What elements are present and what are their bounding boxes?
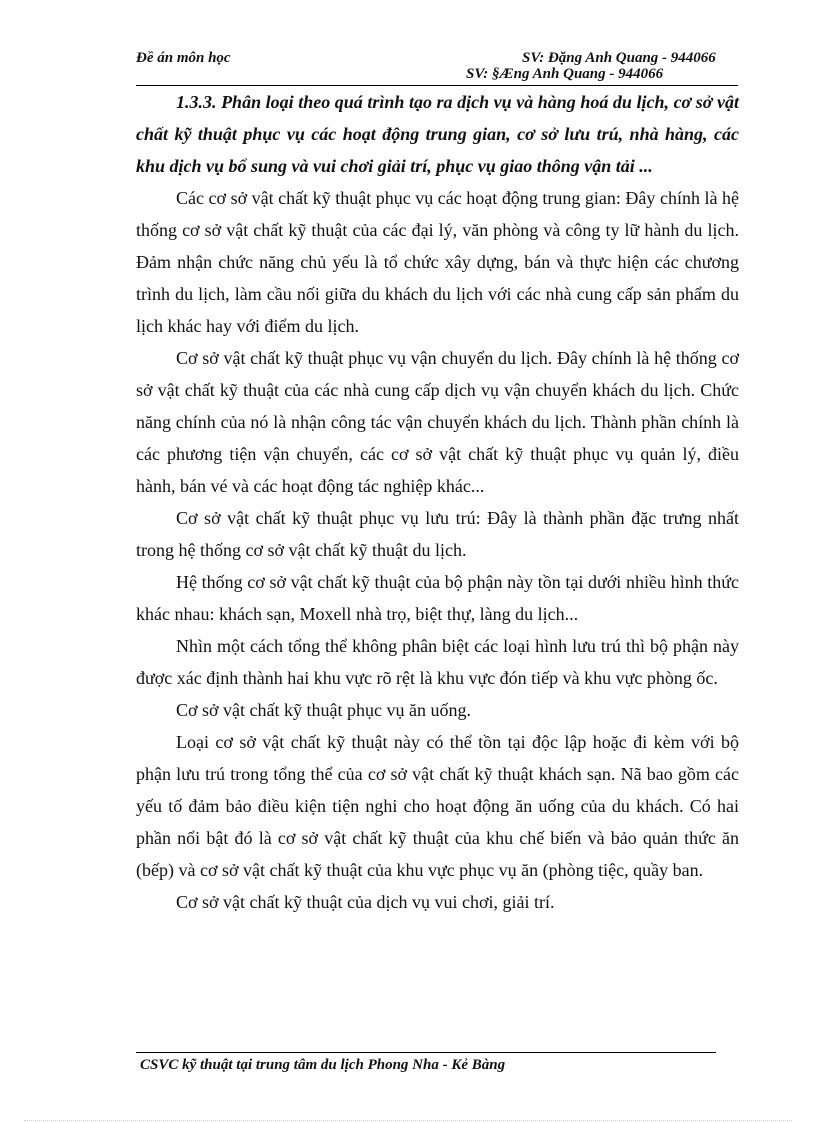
footer-divider (136, 1052, 716, 1053)
paragraph: Nhìn một cách tổng thể không phân biệt các loại hình lưu trú thì bộ phận này được xác định thành hai khu vực rõ rệt là khu vực đón tiếp và khu vực phòng ốc. (136, 636, 739, 688)
section-heading: 1.3.3. Phân loại theo quá trình tạo ra dịch vụ và hàng hoá du lịch, cơ sở vật chất kỹ thuật phục vụ các hoạt động trung gian, cơ sở lưu trú, nhà hàng, các khu dịch vụ bổ sung và vui chơi giải trí, phục vụ giao thông vận tải ... (136, 92, 739, 176)
paragraph: Loại cơ sở vật chất kỹ thuật này có thể tồn tại độc lập hoặc đi kèm với bộ phận lưu trú trong tổng thể của cơ sở vật chất kỹ thuật khách sạn. Nã bao gồm các yếu tố đảm bảo điều kiện tiện nghi cho hoạt động ăn uống của du khách. Có hai phần nổi bật đó là cơ sở vật chất kỹ thuật của khu chế biến và bảo quản thức ăn (bếp) và cơ sở vật chất kỹ thuật của khu vực phục vụ ăn (phòng tiệc, quầy ban. (136, 732, 739, 880)
paragraph: Các cơ sở vật chất kỹ thuật phục vụ các hoạt động trung gian: Đây chính là hệ thống cơ sở vật chất kỹ thuật của các đại lý, văn phòng và công ty lữ hành du lịch. Đảm nhận chức năng chủ yếu là tổ chức xây dựng, bán và thực hiện các chương trình du lịch, làm cầu nối giữa du khách du lịch với các nhà cung cấp sản phẩm du lịch khác hay với điểm du lịch. (136, 188, 739, 336)
header-student-name-garbled: SV: §Æng Anh Quang - 944066 (466, 66, 664, 82)
paragraph: Cơ sở vật chất kỹ thuật phục vụ ăn uống. (176, 700, 471, 720)
paragraph: Cơ sở vật chất kỹ thuật phục vụ vận chuyển du lịch. Đây chính là hệ thống cơ sở vật chất kỹ thuật của các nhà cung cấp dịch vụ vận chuyển khách du lịch. Chức năng chính của nó là nhận công tác vận chuyển khách du lịch. Thành phần chính là các phương tiện vận chuyển, các cơ sở vật chất kỹ thuật phục vụ quản lý, điều hành, bán vé và các hoạt động tác nghiệp khác... (136, 348, 739, 496)
document-body (136, 86, 739, 918)
paragraph: Cơ sở vật chất kỹ thuật phục vụ lưu trú: Đây là thành phần đặc trưng nhất trong hệ thống cơ sở vật chất kỹ thuật du lịch. (136, 508, 739, 560)
paragraph: Cơ sở vật chất kỹ thuật của dịch vụ vui chơi, giải trí. (176, 892, 555, 912)
header-student-name: SV: Đặng Anh Quang - 944066 (522, 50, 716, 66)
header-course-title: Đề án môn học (136, 50, 231, 66)
page-edge-divider (24, 1120, 792, 1121)
paragraph: Hệ thống cơ sở vật chất kỹ thuật của bộ phận này tồn tại dưới nhiều hình thức khác nhau: khách sạn, Moxell nhà trọ, biệt thự, làng du lịch... (136, 572, 739, 624)
footer-title: CSVC kỹ thuật tại trung tâm du lịch Phong Nha - Kẻ Bàng (140, 1057, 506, 1073)
